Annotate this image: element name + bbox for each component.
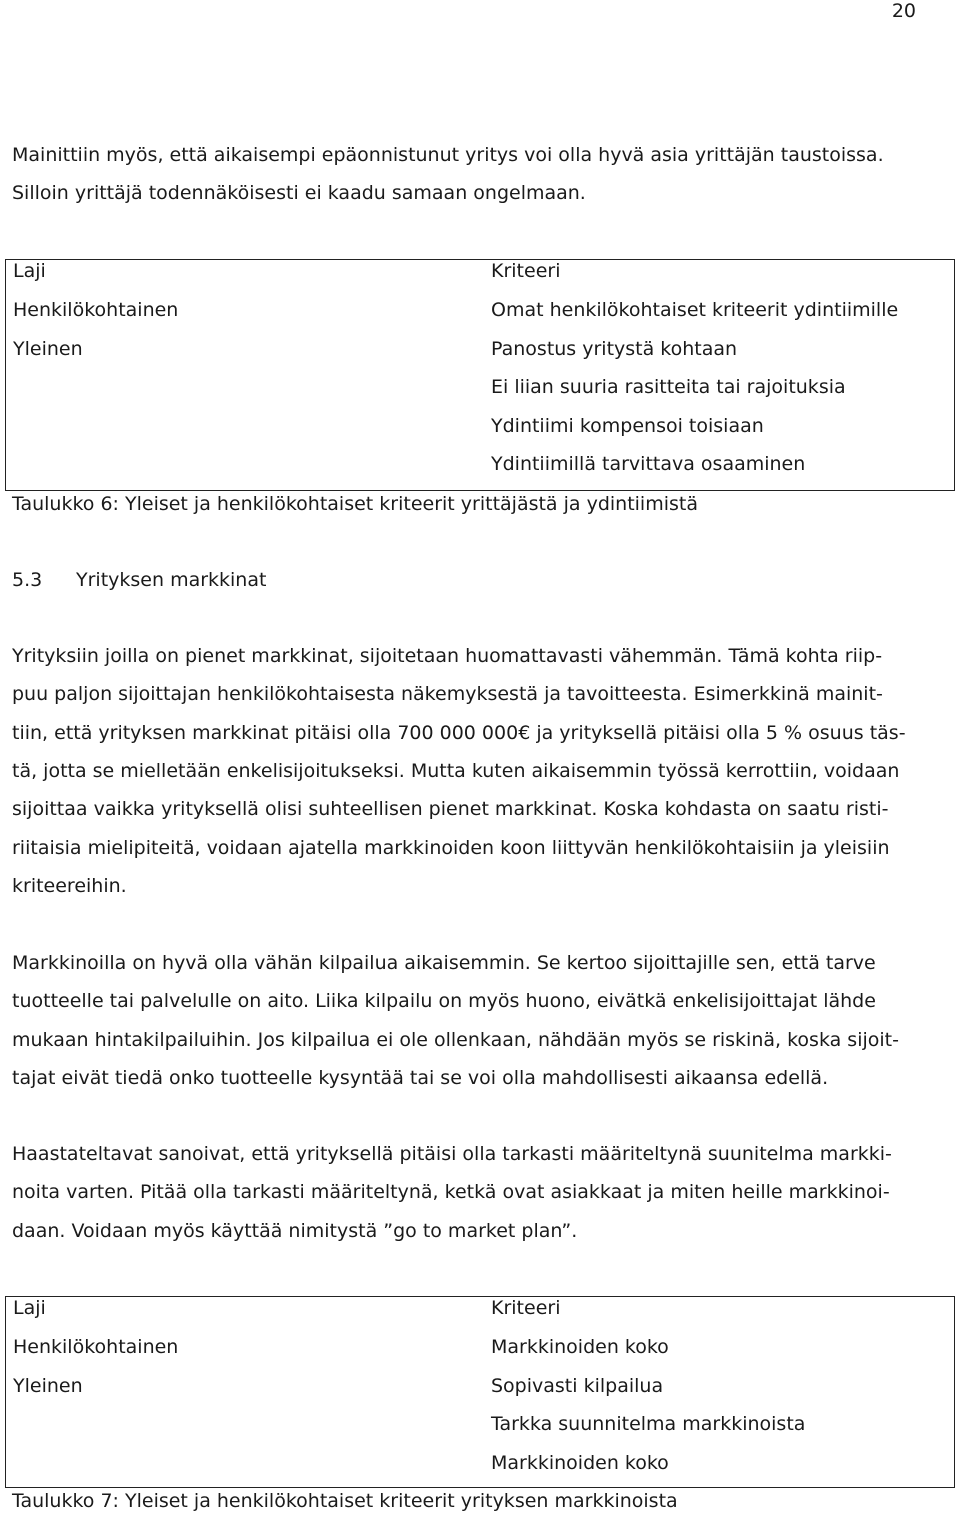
table-cell-type: Yleinen: [13, 338, 83, 360]
text-line: tuotteelle tai palvelulle on aito. Liika kilpailu on myös huono, eivätkä enkelisijoittajat lähde: [12, 990, 876, 1012]
table-cell-criterion: Ydintiimillä tarvittava osaaminen: [491, 453, 806, 475]
table-cell-criterion: Tarkka suunnitelma markkinoista: [491, 1413, 806, 1435]
text-line: sijoittaa vaikka yrityksellä olisi suhteellisen pienet markkinat. Koska kohdasta on saatu risti-: [12, 798, 889, 820]
table-cell-type: Henkilökohtainen: [13, 1336, 179, 1358]
table-header-type: Laji: [13, 260, 46, 282]
text-line: Yrityksiin joilla on pienet markkinat, sijoitetaan huomattavasti vähemmän. Tämä kohta riip-: [12, 645, 883, 667]
text-line: tiin, että yrityksen markkinat pitäisi olla 700 000 000€ ja yrityksellä pitäisi olla 5 % osuus täs-: [12, 722, 906, 744]
table-caption: Taulukko 6: Yleiset ja henkilökohtaiset kriteerit yrittäjästä ja ydintiimistä: [12, 493, 698, 515]
table-caption: Taulukko 7: Yleiset ja henkilökohtaiset kriteerit yrityksen markkinoista: [12, 1490, 678, 1512]
criteria-table-6: [5, 259, 955, 491]
section-heading: [12, 569, 266, 591]
section-title: Yrityksen markkinat: [76, 569, 267, 591]
table-cell-criterion: Panostus yritystä kohtaan: [491, 338, 738, 360]
table-cell-criterion: Ydintiimi kompensoi toisiaan: [491, 415, 764, 437]
table-cell-criterion: Ei liian suuria rasitteita tai rajoituksia: [491, 376, 846, 398]
text-line: Silloin yrittäjä todennäköisesti ei kaadu samaan ongelmaan.: [12, 182, 586, 204]
table-cell-criterion: Omat henkilökohtaiset kriteerit ydintiimille: [491, 299, 899, 321]
table-cell-criterion: Sopivasti kilpailua: [491, 1375, 664, 1397]
text-line: kriteereihin.: [12, 875, 127, 897]
text-line: daan. Voidaan myös käyttää nimitystä ”go to market plan”.: [12, 1220, 578, 1242]
table-cell-type: Yleinen: [13, 1375, 83, 1397]
text-line: tä, jotta se mielletään enkelisijoitukseksi. Mutta kuten aikaisemmin työssä kerrottiin, voidaan: [12, 760, 900, 782]
criteria-table-7: [5, 1296, 955, 1488]
section-number: 5.3: [12, 569, 43, 591]
text-line: mukaan hintakilpailuihin. Jos kilpailua ei ole ollenkaan, nähdään myös se riskinä, koska sijoit-: [12, 1029, 899, 1051]
table-header-criterion: Kriteeri: [491, 260, 561, 282]
text-line: Markkinoilla on hyvä olla vähän kilpailua aikaisemmin. Se kertoo sijoittajille sen, että tarve: [12, 952, 876, 974]
table-cell-type: Henkilökohtainen: [13, 299, 179, 321]
table-cell-criterion: Markkinoiden koko: [491, 1452, 669, 1474]
text-line: noita varten. Pitää olla tarkasti määriteltynä, ketkä ovat asiakkaat ja miten heille markkinoi-: [12, 1181, 890, 1203]
page-number: 20: [891, 0, 916, 22]
table-header-type: Laji: [13, 1297, 46, 1319]
table-header-criterion: Kriteeri: [491, 1297, 561, 1319]
text-line: puu paljon sijoittajan henkilökohtaisesta näkemyksestä ja tavoitteesta. Esimerkkinä mainit-: [12, 683, 883, 705]
table-cell-criterion: Markkinoiden koko: [491, 1336, 669, 1358]
text-line: Haastateltavat sanoivat, että yrityksellä pitäisi olla tarkasti määriteltynä suunitelma markki-: [12, 1143, 892, 1165]
text-line: tajat eivät tiedä onko tuotteelle kysyntää tai se voi olla mahdollisesti aikaansa edellä.: [12, 1067, 829, 1089]
text-line: riitaisia mielipiteitä, voidaan ajatella markkinoiden koon liittyvän henkilökohtaisiin ja yleisiin: [12, 837, 890, 859]
text-line: Mainittiin myös, että aikaisempi epäonnistunut yritys voi olla hyvä asia yrittäjän taustoissa.: [12, 144, 884, 166]
